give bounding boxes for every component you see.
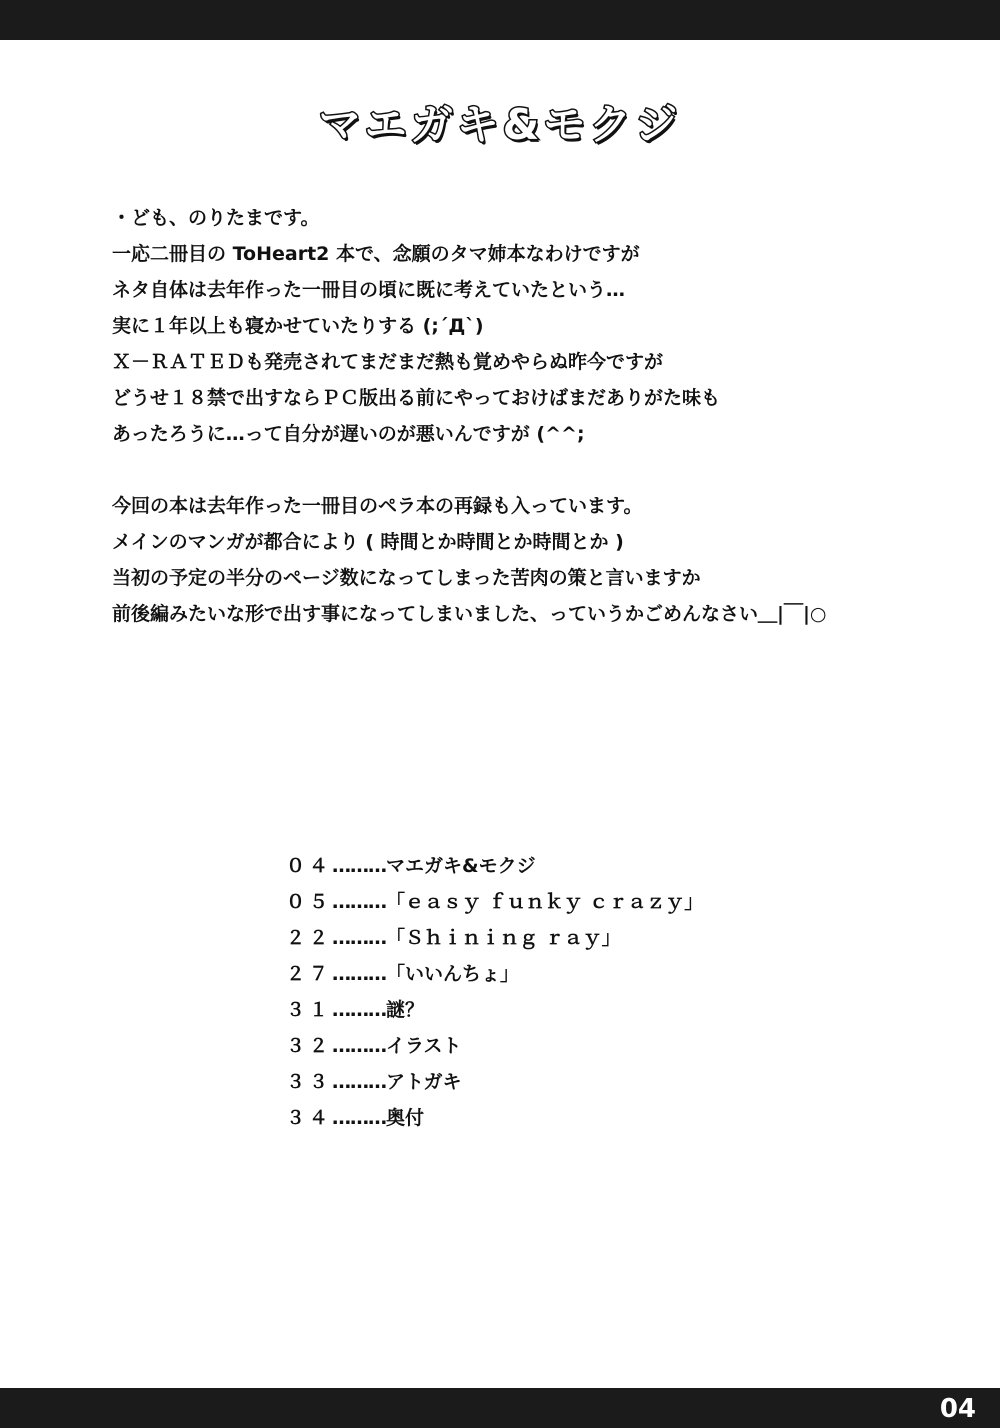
toc-leader: ………	[332, 1107, 387, 1129]
toc-title: 「Ｓｈｉｎｉｎｇ ｒａｙ」	[386, 927, 621, 949]
intro-line: Ｘ－ＲＡＴＥＤも発売されてまだまだ熱も覚めやらぬ昨今ですが	[112, 351, 664, 373]
toc-page-number: ０４	[286, 855, 333, 877]
table-of-contents	[286, 848, 786, 1136]
toc-entry	[286, 1100, 786, 1136]
toc-entry	[286, 884, 786, 920]
paragraph-gap	[112, 452, 932, 488]
intro-line: どうせ１８禁で出すならＰＣ版出る前にやっておけばまだありがた味も	[112, 387, 721, 409]
intro-line: 一応二冊目の ToHeart2 本で、念願のタマ姉本なわけですが	[112, 243, 640, 265]
toc-page-number: ３４	[286, 1107, 333, 1129]
toc-entry	[286, 1028, 786, 1064]
toc-entry	[286, 956, 786, 992]
intro-line: 当初の予定の半分のページ数になってしまった苦肉の策と言いますか	[112, 567, 701, 589]
toc-leader: ………	[332, 1035, 387, 1057]
toc-leader: ………	[332, 891, 387, 913]
toc-title: マエガキ&モクジ	[386, 855, 536, 877]
intro-line: ・ども、のりたまです。	[112, 207, 320, 229]
toc-leader: ………	[332, 963, 387, 985]
top-border-bar	[0, 0, 1000, 40]
toc-page-number: ２７	[286, 963, 333, 985]
toc-title: 謎？	[386, 999, 425, 1021]
intro-line: 今回の本は去年作った一冊目のペラ本の再録も入っています。	[112, 495, 643, 517]
toc-page-number: ２２	[286, 927, 333, 949]
bottom-border-bar	[0, 1388, 1000, 1428]
intro-line: メインのマンガが都合により ( 時間とか時間とか時間とか )	[112, 531, 624, 553]
intro-line: 前後編みたいな形で出す事になってしまいました、っていうかごめんなさい＿|￣|○	[112, 603, 827, 625]
toc-entry	[286, 992, 786, 1028]
intro-line: あったろうに…って自分が遅いのが悪いんですが (^^;	[112, 423, 585, 445]
page-number: 04	[939, 1394, 976, 1424]
intro-line: ネタ自体は去年作った一冊目の頃に既に考えていたという…	[112, 279, 626, 301]
toc-title: 「ｅａｓｙ ｆｕｎｋｙ ｃｒａｚｙ」	[386, 891, 704, 913]
intro-line: 実に１年以上も寝かせていたりする (;´Д`)	[112, 315, 484, 337]
toc-entry	[286, 1064, 786, 1100]
page-title: マエガキ&モクジ	[318, 100, 682, 149]
toc-title: イラスト	[386, 1035, 462, 1057]
toc-leader: ………	[332, 855, 387, 877]
toc-leader: ………	[332, 927, 387, 949]
toc-entry	[286, 920, 786, 956]
toc-page-number: ０５	[286, 891, 333, 913]
toc-title: 奥付	[386, 1107, 425, 1129]
toc-leader: ………	[332, 1071, 387, 1093]
toc-title: アトガキ	[386, 1071, 462, 1093]
toc-page-number: ３３	[286, 1071, 333, 1093]
toc-entry	[286, 848, 786, 884]
toc-title: 「いいんちょ」	[386, 963, 520, 985]
toc-leader: ………	[332, 999, 387, 1021]
intro-text	[112, 200, 932, 632]
toc-page-number: ３１	[286, 999, 333, 1021]
toc-page-number: ３２	[286, 1035, 333, 1057]
